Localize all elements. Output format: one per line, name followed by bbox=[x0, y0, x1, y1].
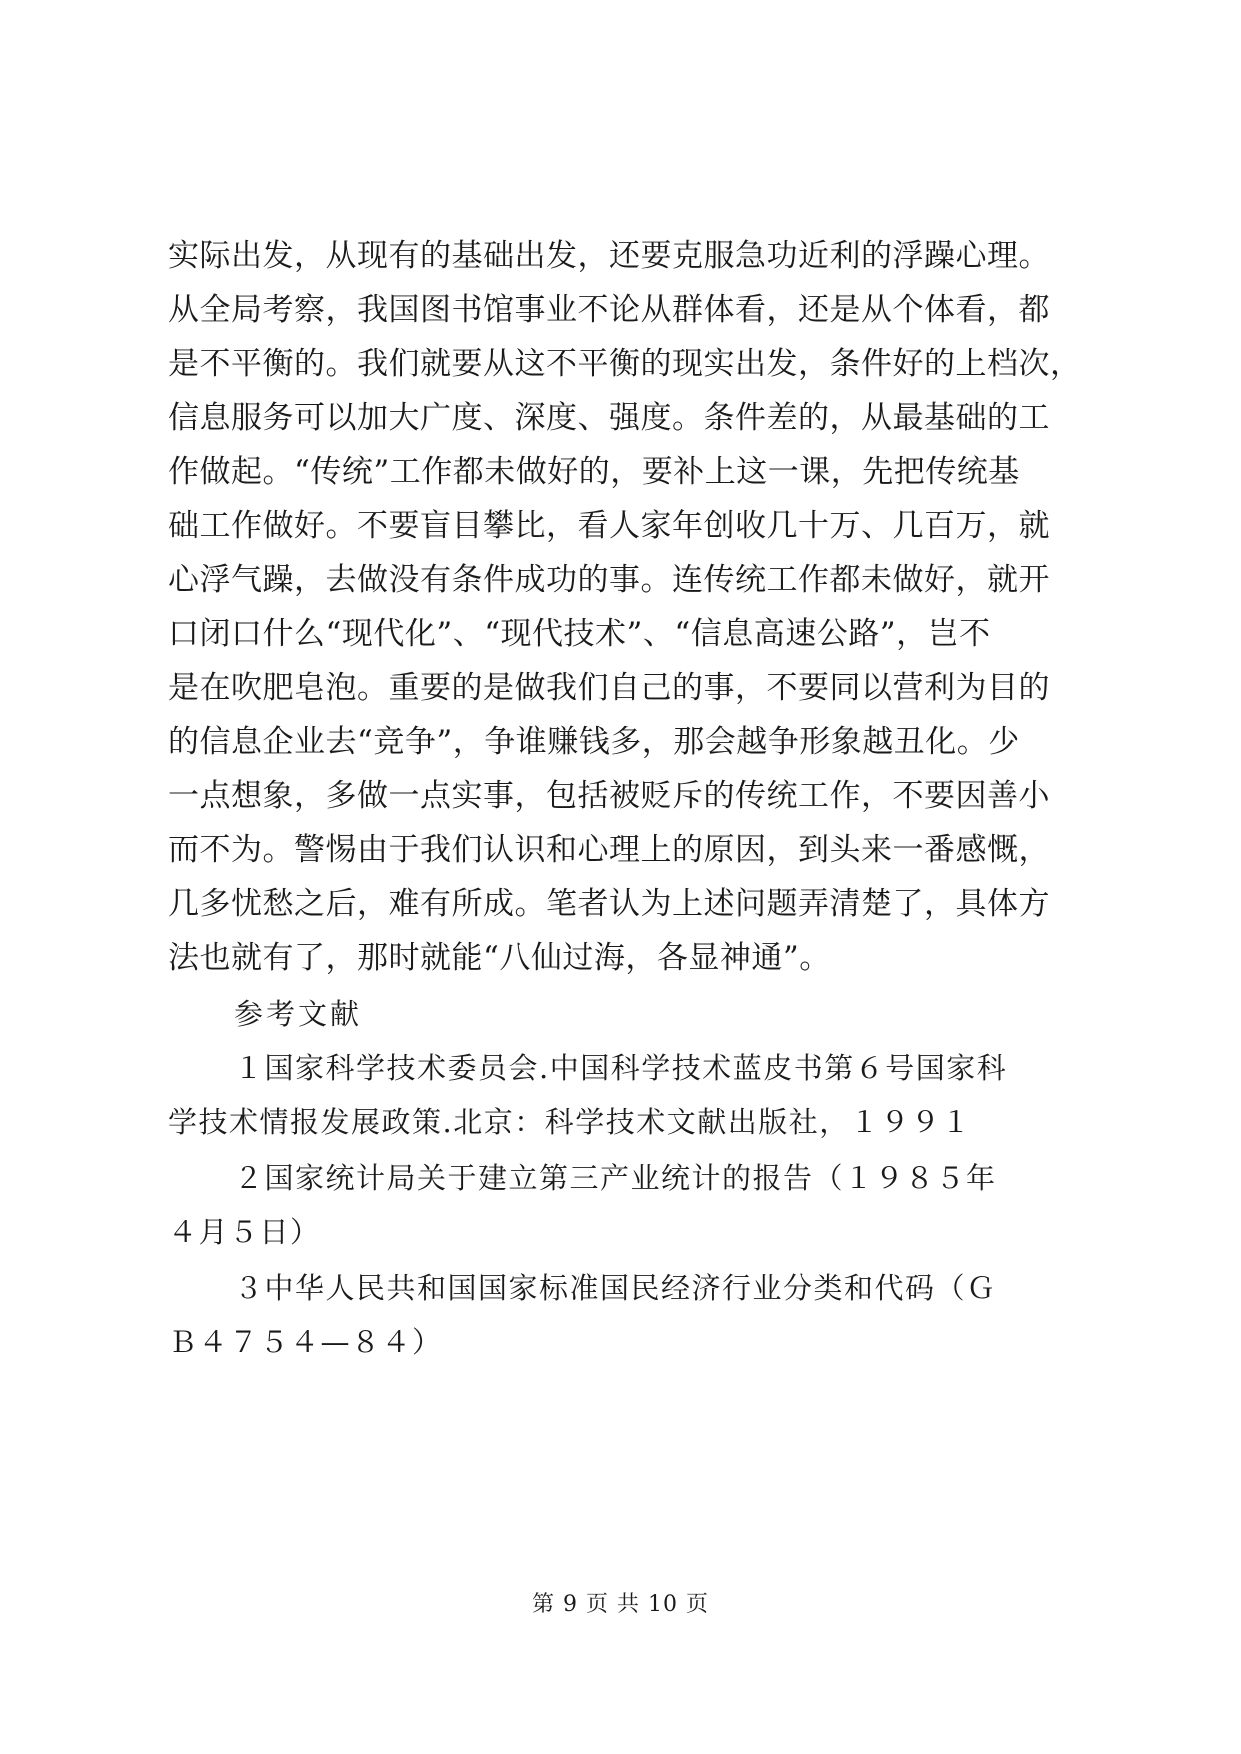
reference-2-line-1: ２国家统计局关于建立第三产业统计的报告（１９８５年 bbox=[234, 1161, 997, 1195]
body-text-line: 作做起。“传统”工作都未做好的，要补上这一课，先把传统基 bbox=[168, 454, 1020, 490]
reference-1-line-2: 学技术情报发展政策.北京：科学技术文献出版社，１９９１ bbox=[168, 1105, 972, 1139]
body-text-line: 一点想象，多做一点实事，包括被贬斥的传统工作，不要因善小 bbox=[168, 778, 1050, 814]
reference-3-line-1: ３中华人民共和国国家标准国民经济行业分类和代码（Ｇ bbox=[234, 1271, 997, 1305]
body-text-line: 口闭口什么“现代化”、“现代技术”、“信息高速公路”，岂不 bbox=[168, 616, 991, 652]
body-text-line: 础工作做好。不要盲目攀比，看人家年创收几十万、几百万，就 bbox=[168, 508, 1050, 544]
body-text-line: 实际出发，从现有的基础出发，还要克服急功近利的浮躁心理。 bbox=[168, 238, 1050, 274]
body-text-line: 信息服务可以加大广度、深度、强度。条件差的，从最基础的工 bbox=[168, 400, 1050, 436]
body-text-line: 从全局考察，我国图书馆事业不论从群体看，还是从个体看，都 bbox=[168, 292, 1050, 328]
body-text-line: 几多忧愁之后，难有所成。笔者认为上述问题弄清楚了，具体方 bbox=[168, 886, 1050, 922]
body-text-line: 而不为。警惕由于我们认识和心理上的原因，到头来一番感慨， bbox=[168, 832, 1050, 868]
reference-3-line-2: Ｂ４７５４—８４） bbox=[168, 1325, 443, 1359]
body-text-line: 是不平衡的。我们就要从这不平衡的现实出发，条件好的上档次， bbox=[168, 346, 1082, 382]
body-text-line: 心浮气躁，去做没有条件成功的事。连传统工作都未做好，就开 bbox=[168, 562, 1050, 598]
page-footer: 第 9 页 共 10 页 bbox=[532, 1592, 709, 1617]
reference-1-line-1: １国家科学技术委员会.中国科学技术蓝皮书第６号国家科 bbox=[234, 1051, 1008, 1085]
body-text-line: 是在吹肥皂泡。重要的是做我们自己的事，不要同以营利为目的 bbox=[168, 670, 1050, 706]
body-text-line: 的信息企业去“竞争”，争谁赚钱多，那会越争形象越丑化。少 bbox=[168, 724, 1020, 760]
body-text-line: 法也就有了，那时就能“八仙过海，各显神通”。 bbox=[168, 940, 831, 976]
reference-2-line-2: ４月５日） bbox=[168, 1215, 321, 1249]
references-heading: 参考文献 bbox=[234, 997, 363, 1031]
